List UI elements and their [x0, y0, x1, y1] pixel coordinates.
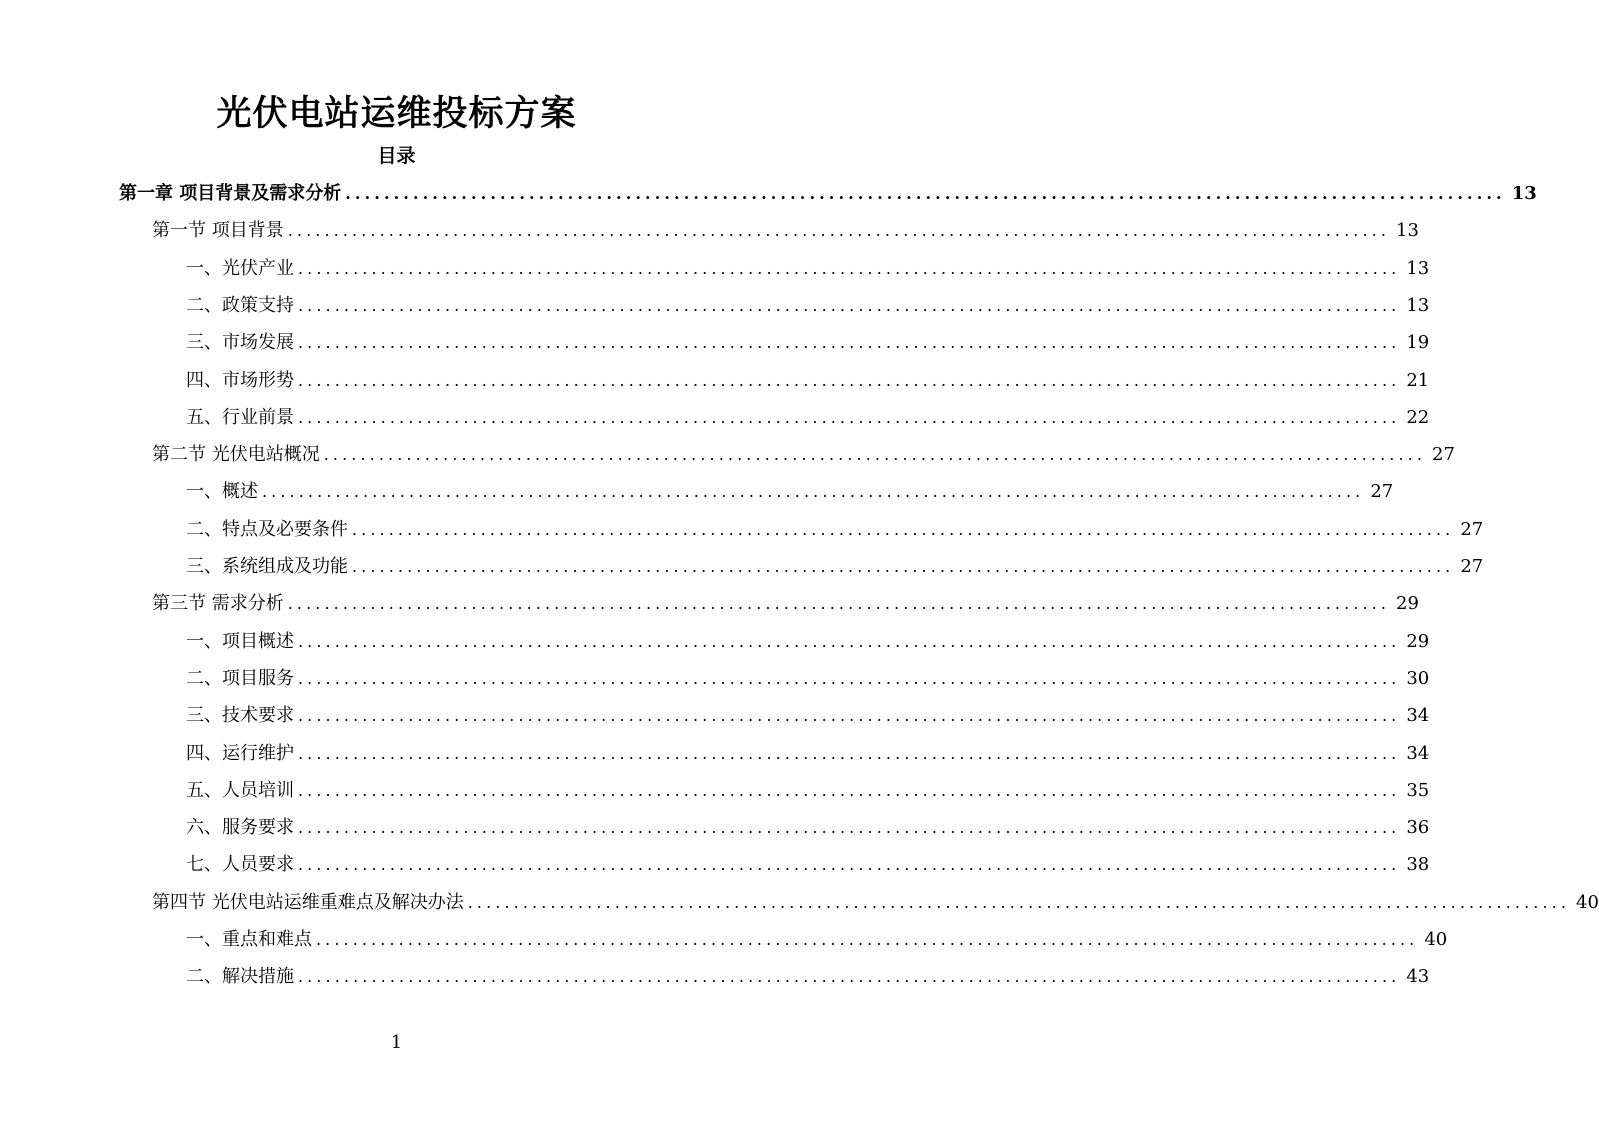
- toc-entry-label: 五、行业前景: [186, 407, 294, 428]
- toc-entry-page: 40: [1576, 892, 1599, 913]
- toc-entry-label: 第三节 需求分析: [152, 593, 284, 614]
- toc-entry-label: 三、市场发展: [186, 332, 294, 353]
- toc-dot-leader: ........................................................................................................................: [298, 818, 1401, 837]
- toc-dot-leader: ........................................................................................................................: [298, 855, 1401, 874]
- toc-subsection-entry[interactable]: [186, 846, 1430, 883]
- toc-entry-label: 五、人员培训: [186, 780, 294, 801]
- toc-entry-page: 13: [1406, 295, 1430, 316]
- toc-entry-page: 27: [1432, 444, 1455, 465]
- toc-entry-label: 一、光伏产业: [186, 258, 294, 279]
- toc-dot-leader: ........................................................................................................................: [287, 221, 1391, 240]
- toc-dot-leader: ........................................................................................................................: [298, 333, 1401, 352]
- toc-entry-page: 27: [1460, 519, 1484, 540]
- toc-subsection-entry[interactable]: [186, 697, 1430, 734]
- toc-entry-label: 第一节 项目背景: [152, 220, 284, 241]
- toc-subsection-entry[interactable]: [186, 511, 1484, 548]
- toc-entry-label: 六、服务要求: [186, 817, 294, 838]
- toc-entry-label: 一、重点和难点: [186, 929, 312, 950]
- toc-dot-leader: ........................................................................................................................: [298, 706, 1401, 725]
- toc-dot-leader: ........................................................................................................................: [316, 930, 1419, 949]
- toc-subsection-entry[interactable]: [186, 772, 1430, 809]
- toc-heading: 目录: [377, 145, 416, 167]
- page-number: 1: [390, 1032, 403, 1053]
- toc-entry-page: 13: [1396, 220, 1419, 241]
- toc-subsection-entry[interactable]: [186, 548, 1484, 585]
- toc-entry-page: 30: [1406, 668, 1430, 689]
- toc-entry-page: 34: [1406, 743, 1430, 764]
- toc-entry-label: 二、政策支持: [186, 295, 294, 316]
- toc-subsection-entry[interactable]: [186, 399, 1430, 436]
- toc-dot-leader: ........................................................................................................................: [298, 744, 1401, 763]
- toc-subsection-entry[interactable]: [186, 623, 1430, 660]
- toc-subsection-entry[interactable]: [186, 287, 1430, 324]
- toc-dot-leader: ........................................................................................................................: [298, 967, 1401, 986]
- toc-subsection-entry[interactable]: [186, 362, 1430, 399]
- toc-subsection-entry[interactable]: [186, 809, 1430, 846]
- document-title: 光伏电站运维投标方案: [216, 93, 577, 134]
- toc-entry-page: 27: [1460, 556, 1484, 577]
- toc-entry-label: 二、解决措施: [186, 966, 294, 987]
- toc-dot-leader: ........................................................................................................................: [298, 371, 1401, 390]
- toc-entry-label: 第四节 光伏电站运维重难点及解决办法: [152, 892, 464, 913]
- toc-entry-label: 第一章 项目背景及需求分析: [119, 183, 342, 204]
- toc-subsection-entry[interactable]: [186, 660, 1430, 697]
- toc-entry-page: 38: [1406, 854, 1430, 875]
- toc-entry-page: 22: [1406, 407, 1430, 428]
- toc-entry-label: 三、技术要求: [186, 705, 294, 726]
- toc-dot-leader: ........................................................................................................................: [298, 781, 1401, 800]
- toc-subsection-entry[interactable]: [186, 921, 1448, 958]
- toc-subsection-entry[interactable]: [186, 473, 1394, 510]
- toc-dot-leader: ........................................................................................................................: [352, 520, 1455, 539]
- toc-entry-page: 13: [1511, 183, 1537, 204]
- toc-entry-label: 七、人员要求: [186, 854, 294, 875]
- toc-chapter-entry[interactable]: [119, 175, 1537, 212]
- toc-dot-leader: ........................................................................................................................: [298, 296, 1401, 315]
- toc-dot-leader: ........................................................................................................................: [262, 482, 1365, 501]
- toc-entry-page: 13: [1406, 258, 1430, 279]
- toc-dot-leader: ........................................................................................................................: [298, 669, 1401, 688]
- toc-entry-label: 三、系统组成及功能: [186, 556, 348, 577]
- toc-section-entry[interactable]: [152, 884, 1599, 921]
- toc-dot-leader: ........................................................................................................................: [352, 557, 1455, 576]
- toc-dot-leader: ........................................................................................................................: [287, 594, 1391, 613]
- toc-entry-page: 19: [1406, 332, 1430, 353]
- toc-entry-page: 36: [1406, 817, 1430, 838]
- toc-entry-page: 29: [1396, 593, 1419, 614]
- toc-section-entry[interactable]: [152, 585, 1419, 622]
- toc-entry-label: 一、概述: [186, 481, 258, 502]
- toc-subsection-entry[interactable]: [186, 250, 1430, 287]
- toc-dot-leader: ........................................................................................................................: [323, 445, 1427, 464]
- toc-section-entry[interactable]: [152, 436, 1455, 473]
- toc-entry-page: 27: [1370, 481, 1394, 502]
- toc-entry-page: 29: [1406, 631, 1430, 652]
- toc-entry-page: 21: [1406, 370, 1430, 391]
- toc-entry-label: 一、项目概述: [186, 631, 294, 652]
- toc-entry-label: 二、特点及必要条件: [186, 519, 348, 540]
- toc-dot-leader: ........................................................................................................................: [298, 259, 1401, 278]
- toc-entry-label: 第二节 光伏电站概况: [152, 444, 320, 465]
- toc-entry-page: 40: [1424, 929, 1448, 950]
- toc-entry-label: 二、项目服务: [186, 668, 294, 689]
- toc-section-entry[interactable]: [152, 212, 1419, 249]
- toc-subsection-entry[interactable]: [186, 735, 1430, 772]
- toc-entry-page: 43: [1406, 966, 1430, 987]
- toc-dot-leader: ........................................................................................................................: [298, 408, 1401, 427]
- toc-entry-label: 四、运行维护: [186, 743, 294, 764]
- toc-subsection-entry[interactable]: [186, 958, 1430, 995]
- toc-dot-leader: ........................................................................................................................: [467, 893, 1571, 912]
- toc-entry-page: 34: [1406, 705, 1430, 726]
- toc-entry-label: 四、市场形势: [186, 370, 294, 391]
- toc-dot-leader: ........................................................................................................................: [298, 632, 1401, 651]
- toc-entry-page: 35: [1406, 780, 1430, 801]
- toc-subsection-entry[interactable]: [186, 324, 1430, 361]
- toc-dot-leader: ........................................................................................................................: [345, 184, 1506, 203]
